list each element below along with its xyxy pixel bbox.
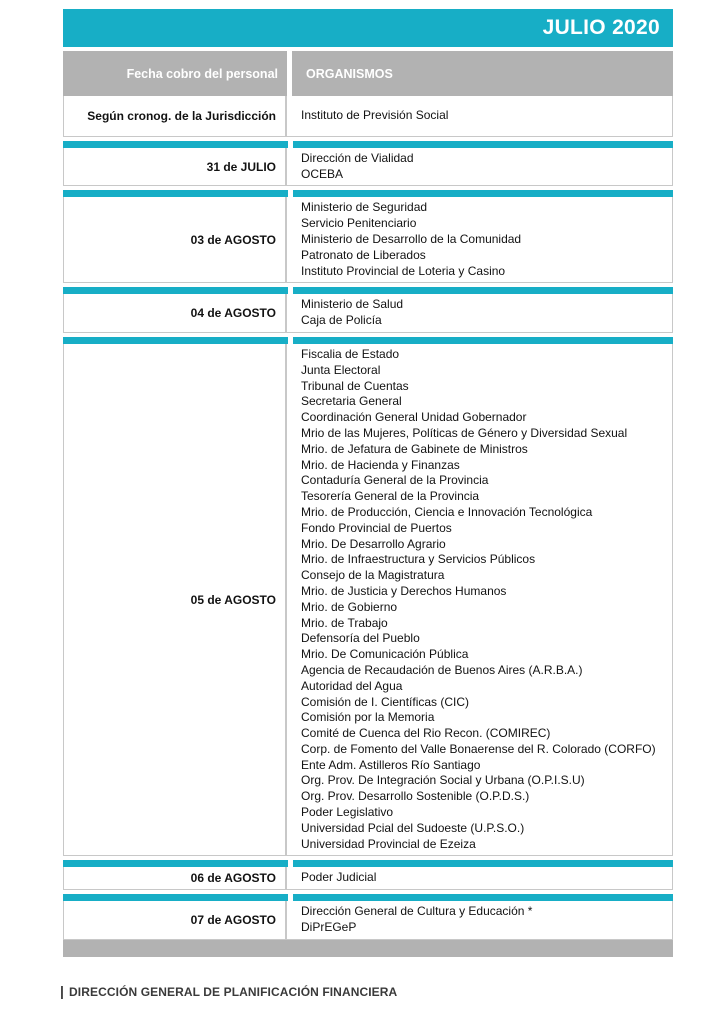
organism-line: Agencia de Recaudación de Buenos Aires (A.R.B.A.) [301,662,583,677]
organism-line: Corp. de Fomento del Valle Bonaerense del R. Colorado (CORFO) [301,741,656,756]
row-separator-left [63,287,288,294]
table-row [63,148,673,187]
organism-line: Org. Prov. De Integración Social y Urbana (O.P.I.S.U) [301,773,585,788]
footer-text: DIRECCIÓN GENERAL DE PLANIFICACIÓN FINANCIERA [69,984,398,999]
organism-list [287,344,672,856]
table-row [63,867,673,890]
organism-line: Ministerio de Desarrollo de la Comunidad [301,231,522,246]
organism-list [287,294,672,332]
date-cell: 04 de AGOSTO [64,294,287,332]
row-separator-left [63,190,288,197]
table-bottom-bar [63,940,673,957]
organism-line: Ministerio de Salud [301,297,404,312]
organism-line: Ente Adm. Astilleros Río Santiago [301,757,481,772]
organism-line: Comisión por la Memoria [301,710,435,725]
organism-list [287,197,672,282]
row-separator [63,337,673,344]
organism-line: Mrio. de Infraestructura y Servicios Públicos [301,552,536,567]
organism-line: Dirección General de Cultura y Educación * [301,904,533,919]
organism-line: Autoridad del Agua [301,678,403,693]
organism-line: Comité de Cuenca del Rio Recon. (COMIREC) [301,726,551,741]
table-row [63,901,673,940]
organism-list [287,148,672,186]
row-separator [63,287,673,294]
row-separator-right [293,337,673,344]
title-bar [63,9,673,47]
table-header-row [63,51,673,96]
column-header-payment-date: Fecha cobro del personal [63,51,287,96]
organism-line: Poder Judicial [301,870,377,885]
organism-line: Servicio Penitenciario [301,216,417,231]
organism-list [287,901,672,939]
organism-line: Dirección de Vialidad [301,150,414,165]
row-separator-right [293,287,673,294]
organism-line: Secretaria General [301,394,402,409]
organism-line: Caja de Policía [301,313,382,328]
organism-line: Org. Prov. Desarrollo Sostenible (O.P.D.S.) [301,789,530,804]
page-title: JULIO 2020 [542,16,660,39]
row-separator-right [293,860,673,867]
organism-line: Mrio. De Comunicación Pública [301,647,469,662]
row-separator-left [63,894,288,901]
organism-line: Mrio. de Hacienda y Finanzas [301,457,460,472]
organism-line: OCEBA [301,166,344,181]
date-cell: 31 de JULIO [64,148,287,186]
organism-line: Universidad Provincial de Ezeiza [301,836,476,851]
organism-line: Poder Legislativo [301,805,394,820]
organism-line: Defensoría del Pueblo [301,631,420,646]
organism-line: Comisión de I. Científicas (CIC) [301,694,470,709]
organism-line: Mrio. de Justicia y Derechos Humanos [301,583,507,598]
organism-line: Consejo de la Magistratura [301,568,445,583]
organism-line: Fiscalia de Estado [301,346,400,361]
organism-line: Mrio. De Desarrollo Agrario [301,536,446,551]
date-cell: 07 de AGOSTO [64,901,287,939]
organism-line: Mrio. de Trabajo [301,615,388,630]
organism-line: Tribunal de Cuentas [301,378,409,393]
row-separator-right [293,141,673,148]
table-row [63,197,673,283]
footer-note [60,983,673,999]
row-separator-left [63,141,288,148]
row-separator-right [293,190,673,197]
organism-line: Contaduría General de la Provincia [301,473,489,488]
organism-line: Junta Electoral [301,362,381,377]
organism-line: Ministerio de Seguridad [301,200,428,215]
organism-line: Instituto Provincial de Loteria y Casino [301,263,506,278]
table-row [63,294,673,333]
organism-line: Mrio. de Producción, Ciencia e Innovación Tecnológica [301,504,593,519]
row-separator [63,894,673,901]
organism-line: DiPrEGeP [301,920,357,935]
organism-line: Mrio de las Mujeres, Políticas de Género y Diversidad Sexual [301,425,628,440]
date-cell: Según cronog. de la Jurisdicción [64,96,287,136]
date-cell: 03 de AGOSTO [64,197,287,282]
organism-line: Tesorería General de la Provincia [301,489,480,504]
row-separator [63,141,673,148]
organism-list [287,867,672,889]
row-separator-right [293,894,673,901]
date-cell: 05 de AGOSTO [64,344,287,856]
column-header-organisms: ORGANISMOS [292,51,673,96]
organism-list [287,96,672,136]
row-separator [63,860,673,867]
row-separator [63,190,673,197]
organism-line: Mrio. de Jefatura de Gabinete de Ministros [301,441,528,456]
organism-line: Coordinación General Unidad Gobernador [301,410,527,425]
row-separator-left [63,860,288,867]
table-row [63,96,673,137]
organism-line: Mrio. de Gobierno [301,599,398,614]
table-row [63,344,673,857]
row-separator-left [63,337,288,344]
organism-line: Universidad Pcial del Sudoeste (U.P.S.O.) [301,820,525,835]
organism-line: Fondo Provincial de Puertos [301,520,452,535]
organism-line: Instituto de Previsión Social [301,108,449,122]
date-cell: 06 de AGOSTO [64,867,287,889]
footer-bar-prefix: | [60,982,65,999]
organism-line: Patronato de Liberados [301,247,426,262]
table-body [63,96,673,940]
